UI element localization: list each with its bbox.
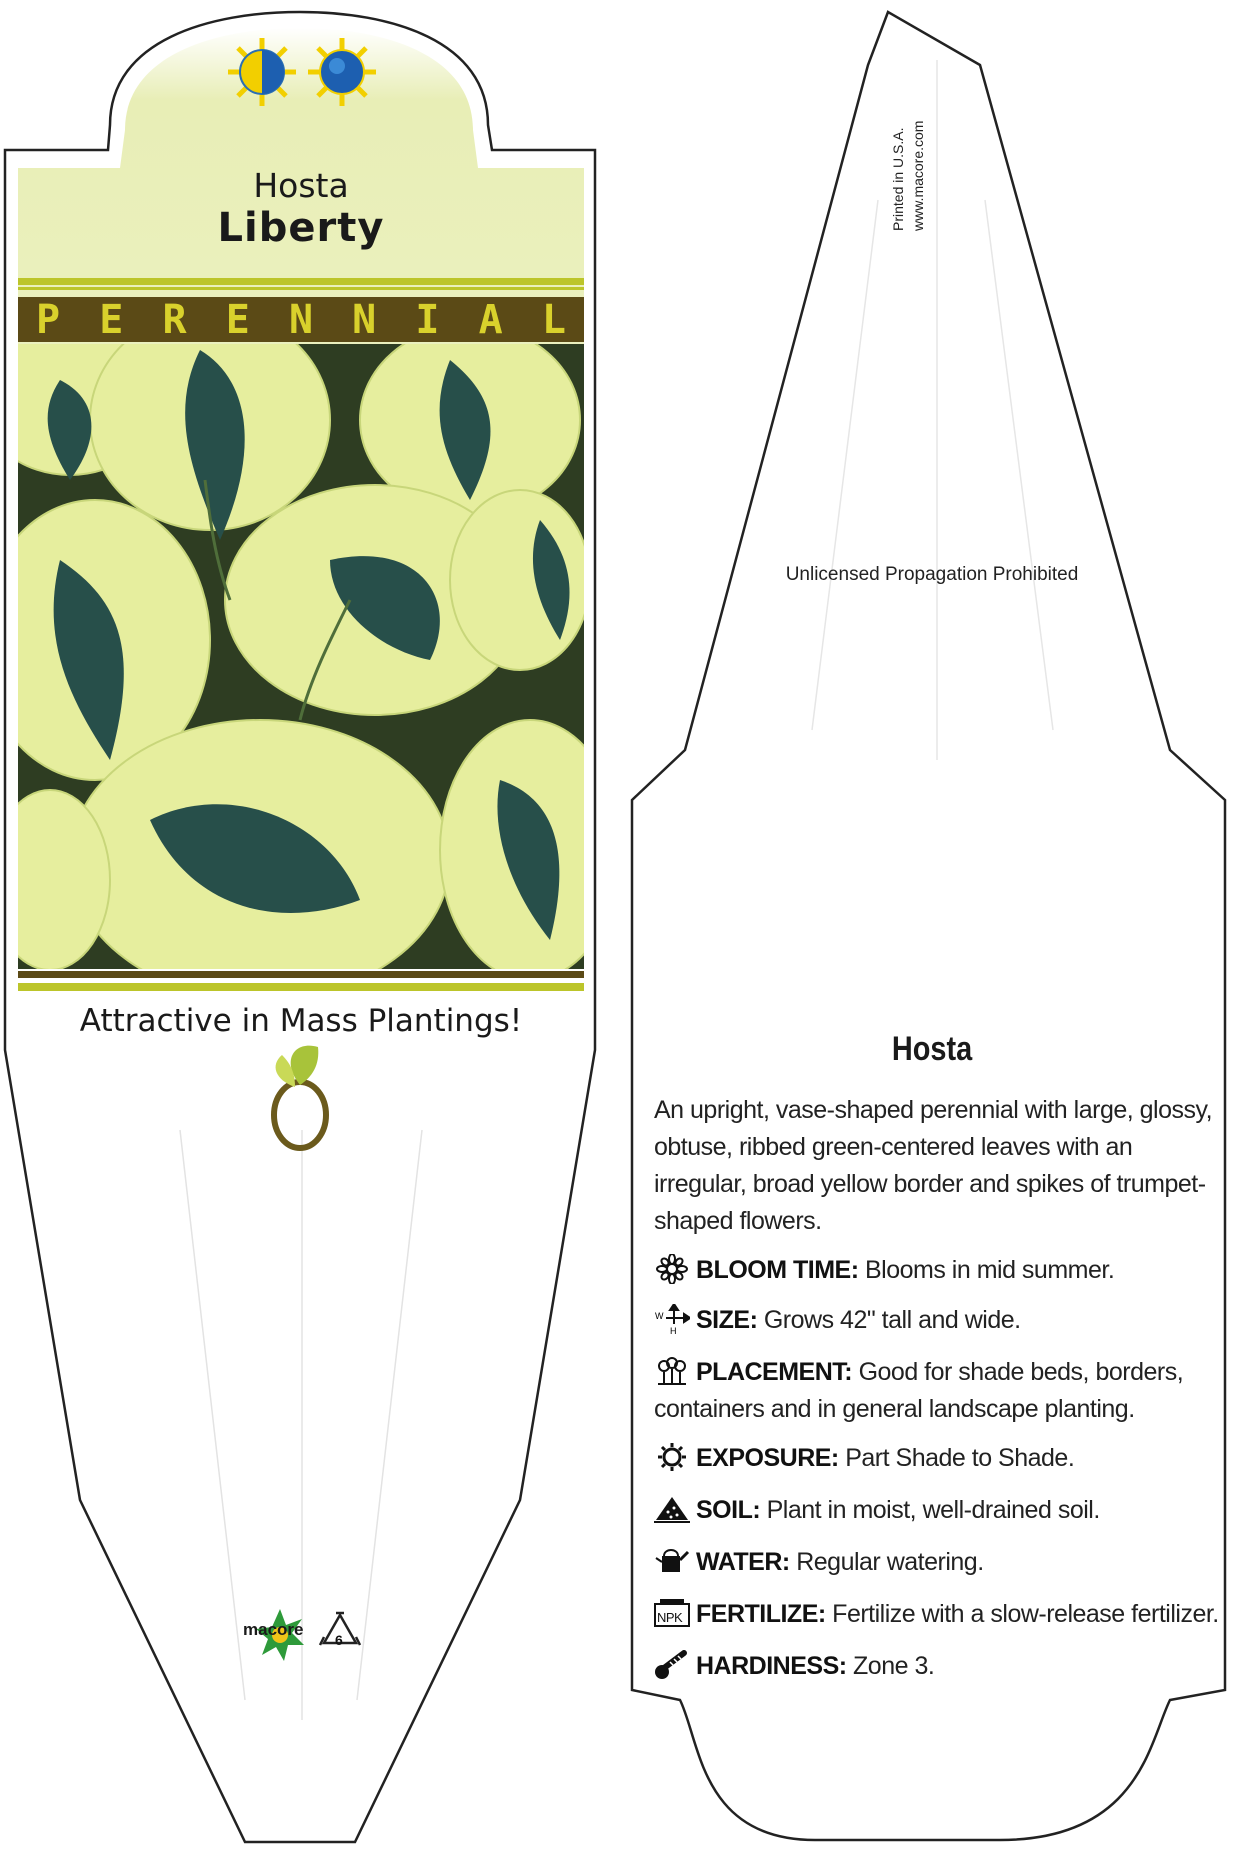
attr-label: FERTILIZE: [696,1600,826,1628]
svg-text:H: H [670,1326,676,1334]
thermometer-icon [654,1650,690,1680]
category-letter: N [352,296,377,343]
attr-value: Zone 3. [853,1652,935,1680]
category-letter: E [99,296,124,343]
attr-label: HARDINESS: [696,1652,847,1680]
plants-icon [654,1356,690,1386]
category-letter: I [415,296,440,343]
attr-label: WATER: [696,1548,790,1576]
printed-notice [890,96,950,246]
attr-fertilize [654,1596,1219,1633]
propagation-notice: Unlicensed Propagation Prohibited [785,564,1079,585]
soil-icon [654,1494,690,1524]
attr-soil [654,1492,1219,1529]
front-tagline: Attractive in Mass Plantings! [79,1003,523,1039]
attr-value: Grows 42" tall and wide. [763,1306,1021,1334]
category-letter: R [162,296,187,343]
attr-value: Blooms in mid summer. [864,1256,1115,1284]
attr-label: PLACEMENT: [696,1358,853,1386]
attr-hardiness [654,1648,1219,1685]
front-cultivar: Liberty [217,205,385,251]
attr-exposure [654,1440,1219,1477]
size-arrows-icon [654,1304,690,1334]
svg-text:W: W [655,1311,663,1321]
recycle-code: 6 [335,1632,343,1648]
attr-value: Fertilize with a slow-release fertilizer. [832,1600,1219,1628]
category-letter: A [478,296,503,343]
brand-name: macore [243,1620,304,1639]
attr-value: Part Shade to Shade. [845,1444,1075,1472]
printed-url: www.macore.com [910,120,926,231]
attr-size [654,1302,1219,1339]
back-title: Hosta [891,1030,973,1068]
svg-text:NPK: NPK [657,1610,683,1625]
category-letter: E [225,296,250,343]
attr-water [654,1544,1219,1581]
category-letter: N [288,296,314,343]
plant-description: An upright, vase-shaped perennial with large, glossy, obtuse, ribbed green-centered leaves with an irregular, broad yellow border and spikes of trumpet-shaped flowers. [654,1096,1213,1235]
attr-label: BLOOM TIME: [696,1256,859,1284]
attr-label: EXPOSURE: [696,1444,839,1472]
attr-placement [654,1354,1219,1428]
npk-icon [654,1598,690,1628]
watering-can-icon [654,1546,690,1576]
attr-label: SOIL: [696,1496,761,1524]
category-letter: L [541,296,566,343]
attr-value: Regular watering. [796,1548,984,1576]
front-genus: Hosta [253,166,349,205]
attr-value: Good for shade beds, borders, containers and in general landscape planting. [654,1358,1184,1423]
attr-bloom-time [654,1252,1219,1289]
printed-country: Printed in U.S.A. [890,127,906,231]
flower-icon [654,1254,690,1284]
sun-outline-icon [654,1442,690,1472]
attr-label: SIZE: [696,1306,758,1334]
attr-value: Plant in moist, well-drained soil. [766,1496,1100,1524]
category-letter: P [36,296,61,343]
